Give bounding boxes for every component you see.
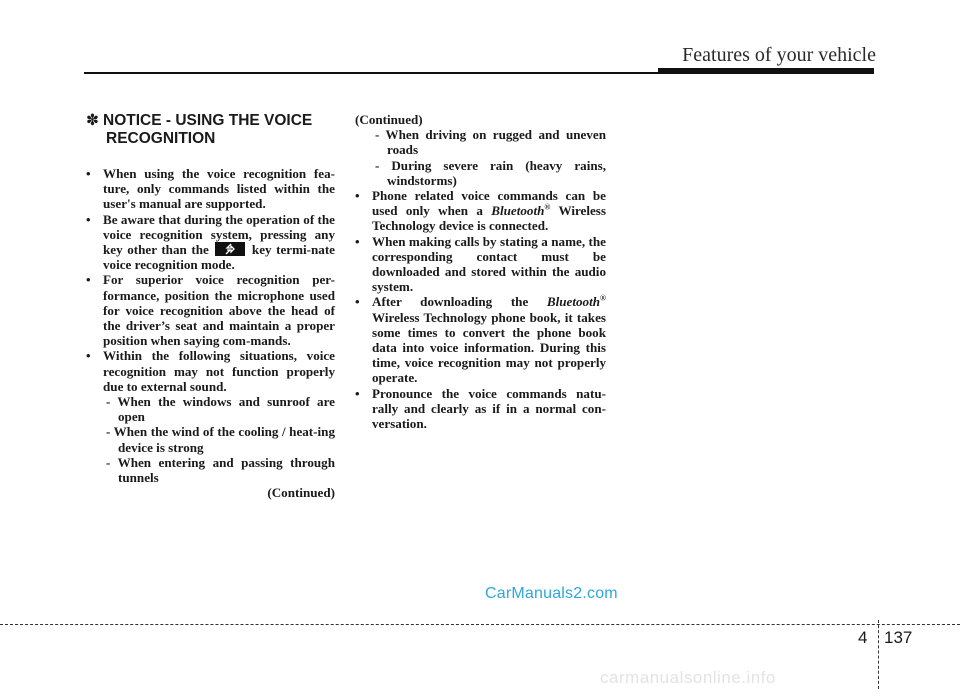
bullet-text: Pronounce the voice commands natu-rally and clearly as if in a normal con-versation. — [372, 385, 606, 432]
notice-title-line2: RECOGNITION — [106, 130, 216, 147]
continued-label: (Continued) — [355, 112, 423, 127]
bullet-item: • When using the voice recognition fea-ture, only commands listed within the user's manual are supported. — [86, 166, 335, 212]
bullet-text: Within the following situations, voice recognition may not function properly due to external sound. — [103, 348, 335, 394]
bullet-item: • For superior voice recognition per-formance, position the microphone used for voice recognition above the head of the driver’s seat and maintain a proper position when saying com-mands. — [86, 272, 335, 349]
page-header-title: Features of your vehicle — [682, 44, 876, 66]
dash-item: - During severe rain (heavy rains, windstorms) — [375, 157, 606, 188]
bluetooth-text: Bluetooth — [491, 203, 545, 219]
dash-item: - When the windows and sunroof are open — [106, 394, 335, 425]
back-key-icon — [215, 242, 245, 256]
watermark-link[interactable]: CarManuals2.com — [485, 585, 618, 602]
page-number: 137 — [884, 628, 913, 647]
footer-divider — [878, 620, 879, 689]
bullet-text: For superior voice recognition per-formance, position the microphone used for voice recognition above the head of the driver’s seat and maintain a proper position when saying com-mands. — [103, 272, 335, 349]
dash-item: - When driving on rugged and uneven roads — [375, 127, 606, 158]
dash-item: - When the wind of the cooling / heat-ing device is strong — [106, 424, 335, 455]
bullet-text: key termi-nate voice recognition mode. — [103, 242, 335, 273]
header-rule-thick — [658, 68, 874, 74]
bluetooth-text: Bluetooth — [546, 294, 601, 310]
site-watermark: carmanualsonline.info — [600, 668, 776, 687]
right-column — [355, 112, 606, 431]
chapter-number: 4 — [858, 628, 868, 647]
bullet-item: • Phone related voice commands can be used only when a Bluetooth® Wireless Technology device is connected. — [355, 188, 606, 234]
bullet-item: • Within the following situations, voice recognition may not function properly due to external sound. — [86, 348, 335, 394]
bullet-item: • After downloading the Bluetooth® Wireless Technology phone book, it takes some times to convert the phone book data into voice information. During this time, voice recognition may not properly operate. — [355, 294, 606, 386]
dash-item: - When entering and passing through tunnels — [106, 454, 335, 486]
continued-label: (Continued) — [267, 485, 335, 501]
bullet-text: Be aware that during the operation of the voice recognition system, pressing any key other than the — [103, 211, 335, 258]
notice-title — [86, 112, 335, 148]
bullet-item: • Pronounce the voice commands natu-rally and clearly as if in a normal con-versation. — [355, 385, 606, 432]
bullet-item: • When making calls by stating a name, the corresponding contact must be downloaded and stored within the audio system. — [355, 233, 606, 295]
bullet-item: • Be aware that during the operation of the voice recognition system, pressing any key other than the key termi-nate voice recognition mode. — [86, 211, 335, 273]
footer-rule — [0, 624, 960, 625]
bullet-text: Wireless Technology phone book, it takes some times to convert the phone book data into voice information. During this time, voice recognition may not properly operate. — [372, 309, 606, 386]
bullet-text: When making calls by stating a name, the corresponding contact must be downloaded and stored within the audio system. — [372, 233, 606, 295]
notice-mark: ✽ — [86, 112, 99, 129]
registered-mark: ® — [544, 202, 551, 212]
registered-mark: ® — [600, 294, 606, 304]
bullet-text: When using the voice recognition fea-ture, only commands listed within the user's manual are supported. — [103, 166, 335, 212]
bullet-text: After downloading the — [372, 294, 547, 310]
bullet-text: Wireless Technology device is connected. — [372, 203, 606, 234]
bullet-text: Phone related voice commands can be used only when a — [372, 188, 606, 219]
notice-title-line1: NOTICE - USING THE VOICE — [103, 112, 313, 129]
left-column — [86, 112, 335, 500]
